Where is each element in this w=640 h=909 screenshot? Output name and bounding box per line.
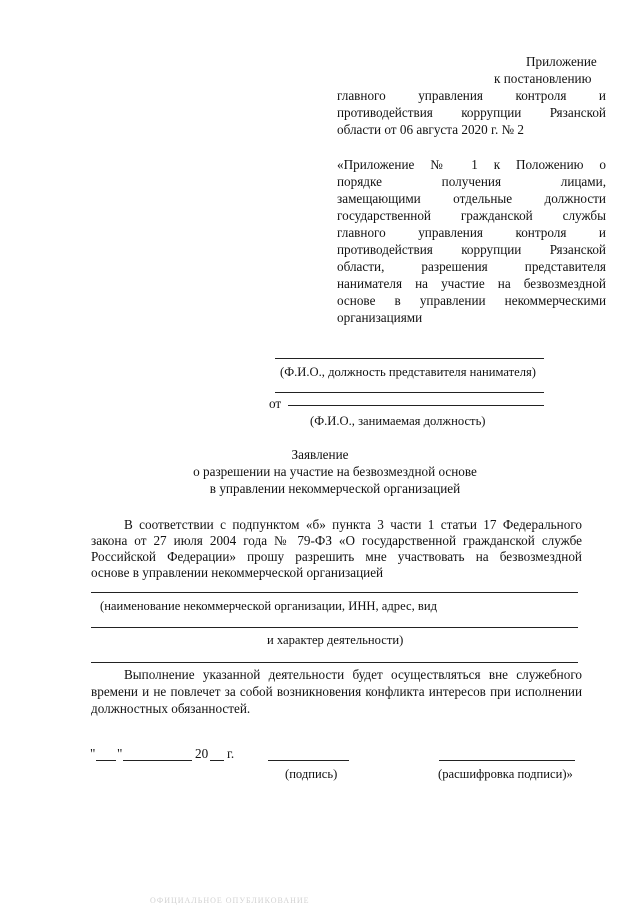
statement-subtitle-2: в управлении некоммерческой организацией xyxy=(209,481,461,496)
signature-caption: (подпись) xyxy=(285,767,338,781)
organization-caption-1: (наименование некоммерческой организации, ИНН, адрес, вид xyxy=(100,599,437,613)
paragraph-line: времени и не повлечет за собой возникновения конфликта интересов при исполнении xyxy=(91,684,582,699)
quote-line: основе в управлении некоммерческими xyxy=(337,293,606,308)
footer-watermark: ОФИЦИАЛЬНОЕ ОПУБЛИКОВАНИЕ xyxy=(150,896,310,905)
quote-line: порядке получения лицами, xyxy=(337,174,606,189)
quote-line: противодействия коррупции Рязанской xyxy=(337,242,606,257)
year-suffix: г. xyxy=(227,746,235,761)
date-close-quote: " xyxy=(117,746,123,761)
date-open-quote: " xyxy=(90,746,96,761)
paragraph-last-line: должностных обязанностей. xyxy=(91,701,251,716)
resolution-line-1: главного управления контроля и xyxy=(337,88,606,103)
request-paragraph xyxy=(91,517,582,581)
resolution-line-2: противодействия коррупции Рязанской xyxy=(337,105,606,120)
appendix-title: Приложение xyxy=(526,54,597,69)
appendix-to-resolution: к постановлению xyxy=(494,71,592,86)
year-prefix: 20 xyxy=(195,746,209,761)
activity-line xyxy=(91,662,578,663)
organization-details-line xyxy=(91,627,578,628)
quote-line: главного управления контроля и xyxy=(337,225,606,240)
addressee-name-line xyxy=(275,358,544,359)
paragraph-line: Выполнение указанной деятельности будет осуществляться вне служебного xyxy=(124,667,582,682)
paragraph-line: Российской Федерации» прошу разрешить мне участвовать на безвозмездной xyxy=(91,549,582,564)
addressee-position-line xyxy=(275,392,544,393)
statement-title: Заявление xyxy=(291,447,349,462)
applicant-caption: (Ф.И.О., занимаемая должность) xyxy=(310,414,486,428)
organization-name-line xyxy=(91,592,578,593)
applicant-line xyxy=(288,405,544,406)
paragraph-last-line: основе в управлении некоммерческой организацией xyxy=(91,565,384,580)
quote-line: нанимателя на участие на безвозмездной xyxy=(337,276,606,291)
quote-last-line: организациями xyxy=(337,310,423,325)
statement-subtitle-1: о разрешении на участие на безвозмездной основе xyxy=(193,464,477,479)
date-year-line xyxy=(210,760,224,761)
organization-caption-2: и характер деятельности) xyxy=(267,633,404,647)
date-month-line xyxy=(123,760,192,761)
quote-line: замещающими отдельные должности xyxy=(337,191,606,206)
quoted-appendix-block xyxy=(337,157,606,327)
quote-line: «Приложение № 1 к Положению о xyxy=(337,157,606,172)
signature-decode-caption: (расшифровка подписи)» xyxy=(438,767,573,781)
signature-line xyxy=(268,760,349,761)
signature-decode-line xyxy=(439,760,575,761)
paragraph-line: В соответствии с подпунктом «б» пункта 3 части 1 статьи 17 Федерального xyxy=(124,517,582,532)
paragraph-line: закона от 27 июля 2004 года № 79-ФЗ «О государственной гражданской службе xyxy=(91,533,582,548)
from-label: от xyxy=(269,396,282,411)
quote-line: области, разрешения представителя xyxy=(337,259,606,274)
quote-line: государственной гражданской службы xyxy=(337,208,606,223)
date-day-line xyxy=(96,760,116,761)
addressee-caption: (Ф.И.О., должность представителя нанимателя) xyxy=(280,365,536,379)
confirmation-paragraph xyxy=(91,667,582,718)
resolution-line-3: области от 06 августа 2020 г. № 2 xyxy=(337,122,525,137)
